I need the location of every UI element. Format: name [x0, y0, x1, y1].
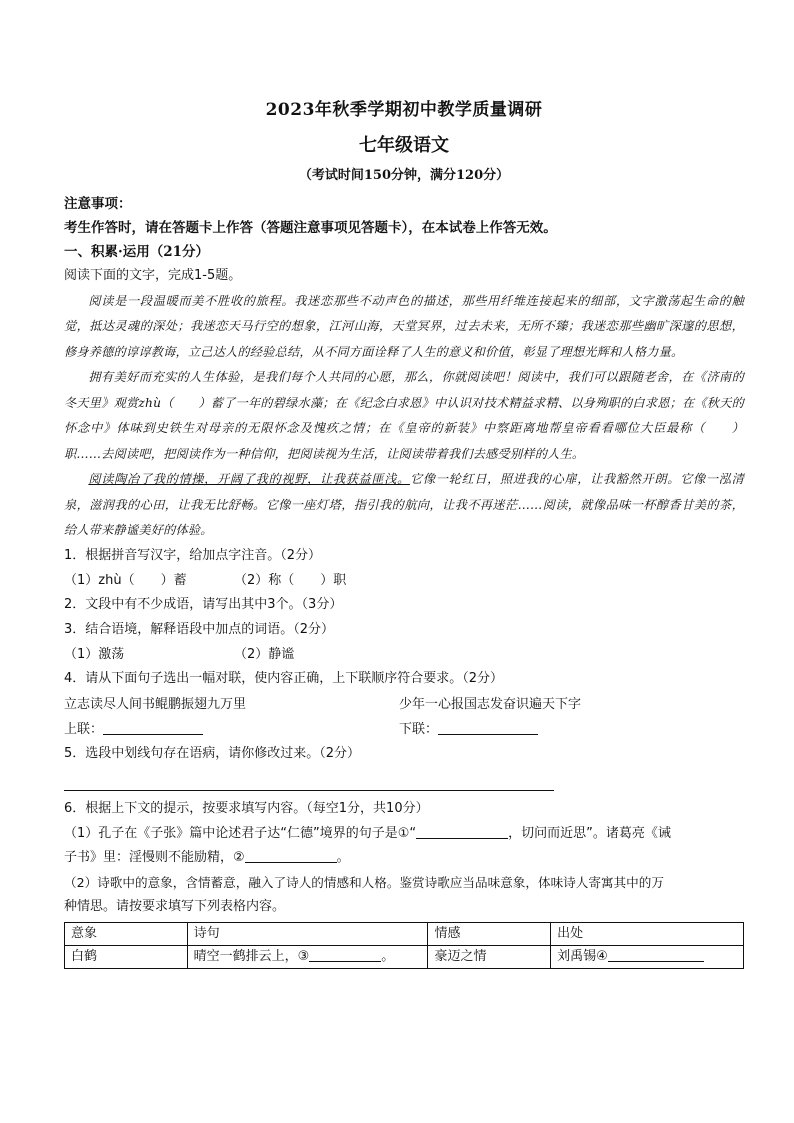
- imagery-table: [64, 922, 744, 969]
- blank-4[interactable]: [608, 947, 704, 962]
- table-row: [65, 945, 744, 968]
- question-1: 1．根据拼音写汉字，给加点字注音。（2分）: [64, 547, 322, 563]
- couplet-option-2: 少年一心报国志发奋识遍天下字: [399, 696, 582, 712]
- couplet-option-1: 立志读尽人间书鲲鹏振翅九万里: [64, 696, 247, 712]
- notice-heading: 注意事项：: [64, 196, 132, 212]
- table-header: 情感: [428, 922, 551, 945]
- lower-couplet-blank[interactable]: [438, 720, 538, 735]
- table-header: 诗句: [187, 922, 428, 945]
- question-6-part-2: （2）诗歌中的意象，含情蓄意，融入了诗人的情感和人格。鉴赏诗歌应当品味意象，体味诗人寄寓其中的万: [64, 874, 664, 890]
- table-cell-image: 白鹤: [65, 945, 188, 968]
- question-3: 3．结合语境，解释语段中加点的词语。（2分）: [64, 621, 335, 637]
- couplet-options: [64, 692, 744, 717]
- question-3a: （1）激荡: [64, 647, 125, 662]
- table-header: 意象: [65, 922, 188, 945]
- question-6-part-2-cont: 种情思。请按要求填写下列表格内容。: [64, 899, 286, 914]
- blank-1[interactable]: [416, 824, 508, 839]
- upper-couplet-blank[interactable]: [103, 720, 203, 735]
- lower-couplet-label: 下联：: [399, 721, 439, 737]
- passage-paragraph-1: 阅读是一段温暖而美不胜收的旅程。我迷恋那些不动声色的描述，那些用纤维连接起来的细部，文字激荡起生命的触觉，抵达灵魂的深处；我迷恋天马行空的想象，江河山海，天堂冥界，过去未来，无所不臻；我迷恋那些幽旷深邃的思想，修身养德的谆谆教诲，立己达人的经验总结，从不同方面诠释了人生的意义和价值，彰显了理想光辉和人格力量。: [64, 293, 744, 359]
- upper-couplet-label: 上联：: [64, 721, 104, 737]
- passage-paragraph-2: 拥有美好而充实的人生体验，是我们每个人共同的心愿，那么，你就阅读吧！阅读中，我们可以跟随老舍，在《济南的冬天里》观赏zhù（ ）蓄了一年的碧绿水藻；在《纪念白求恩》中认识对技术精益求精、以身殉职的白求恩；在《秋天的怀念中》体味到史铁生对母亲的无限怀念及愧疚之情；在《皇帝的新装》中察距离地帮皇帝看看哪位大臣最称（ ）职……去阅读吧，把阅读作为一种信仰，把阅读视为生活，让阅读带着我们去感受别样的人生。: [64, 370, 744, 461]
- passage-paragraph-3: [64, 467, 744, 544]
- exam-info: （考试时间150分钟，满分120分）: [298, 168, 510, 183]
- question-1b: （2）称（ ）职: [234, 573, 347, 588]
- underlined-sentence: 阅读陶冶了我的情操，开阔了我的视野，让我获益匪浅。: [88, 472, 410, 486]
- question-2: 2．文段中有不少成语，请写出其中3个。（3分）: [64, 597, 343, 612]
- question-5: 5．选段中划线句存在语病，请你修改过来。（2分）: [64, 745, 361, 761]
- question-3-items: [64, 642, 744, 667]
- question-4: 4．请从下面句子选出一幅对联，使内容正确，上下联顺序符合要求。（2分）: [64, 671, 504, 686]
- table-header-row: [65, 922, 744, 945]
- blank-2[interactable]: [245, 848, 337, 863]
- question-3b: （2）静谧: [234, 647, 295, 662]
- table-header: 出处: [551, 922, 744, 945]
- table-cell-emotion: 豪迈之情: [428, 945, 551, 968]
- question-6-part-1: （1）孔子在《子张》篇中论述君子达“仁德”境界的句子是①“ ，切问而近思”。诸葛亮《诫: [64, 825, 671, 841]
- question-6-part-1-cont: 子书》里：淫慢则不能励精，② 。: [64, 850, 350, 865]
- question-1-items: [64, 568, 744, 593]
- blank-3[interactable]: [309, 947, 381, 962]
- table-cell-verse: 晴空一鹤排云上，③ 。: [187, 945, 428, 968]
- exam-title: 2023年秋季学期初中教学质量调研: [265, 100, 543, 120]
- table-cell-source: 刘禹锡④: [551, 945, 744, 968]
- question-5-answer-line[interactable]: [64, 766, 554, 791]
- exam-subtitle: 七年级语文: [359, 135, 449, 156]
- couplet-answers: [64, 717, 744, 742]
- section-heading: 一、积累·运用（21分）: [64, 244, 209, 260]
- section-intro: 阅读下面的文字，完成1-5题。: [64, 268, 242, 283]
- paragraph-3-rest: 它像一轮红日，照进我的心扉，让我豁然开朗。它像一泓清泉，滋润我的心田，让我无比舒畅。它像一座灯塔，指引我的航向，让我不再迷茫……阅读，就像品味一杯醇香甘美的茶，给人带来静谧美好的体验。: [64, 472, 744, 537]
- notice-text: 考生作答时，请在答题卡上作答（答题注意事项见答题卡），在本试卷上作答无效。: [64, 220, 557, 236]
- exam-page: [64, 96, 744, 969]
- question-1a: （1）zhù（ ）蓄: [64, 573, 187, 588]
- question-6: 6．根据上下文的提示，按要求填写内容。（每空1分，共10分）: [64, 801, 429, 816]
